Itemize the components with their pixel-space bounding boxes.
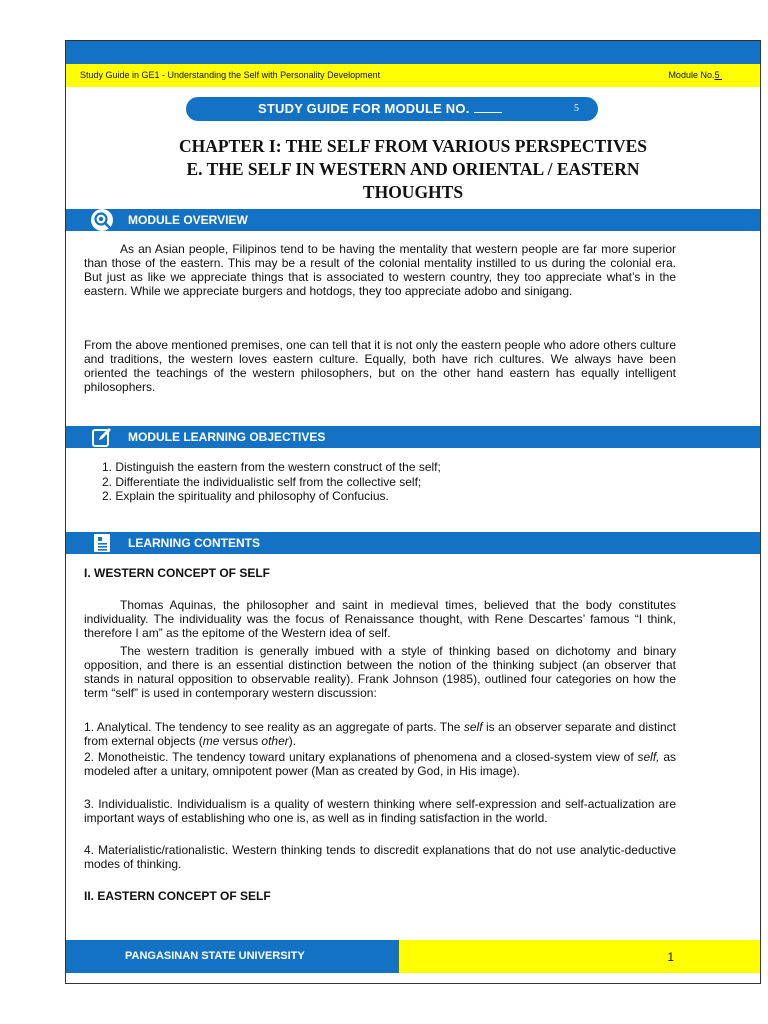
study-guide-title-pill [186,97,598,121]
learning-contents-header [66,532,760,554]
category-materialistic: 4. Materialistic/rationalistic. Western thinking tends to discredit explanations that do not use analytic-deductive modes of thinking. [84,843,676,871]
learning-objectives-heading: MODULE LEARNING OBJECTIVES [128,430,326,444]
module-label: Module No. [668,70,715,80]
western-paragraph-1: Thomas Aquinas, the philosopher and saint in medieval times, believed that the body constitutes individuality. The individuality was the focus of Renaissance thought, with Rene Descartes’ famous “I think, therefore I am” as the epitome of the Western idea of self. [84,598,676,640]
study-guide-blank [474,102,502,113]
category-monotheistic: 2. Monotheistic. The tendency toward unitary explanations of phenomena and a closed-system view of self, as modeled after a unitary, omnipotent power (Man as created by God, in His image). [84,750,676,778]
edit-icon [90,425,114,449]
objectives-list [102,460,441,504]
objective-item: 1. Distinguish the eastern from the western construct of the self; [102,460,441,474]
category-individualistic: 3. Individualistic. Individualism is a quality of western thinking where self-expression and self-actualization are important ways of establishing who one is, as well as in finding satisfaction in the world. [84,797,676,825]
learning-contents-heading: LEARNING CONTENTS [128,536,260,550]
module-number: 5 [714,70,720,80]
category-analytical: 1. Analytical. The tendency to see reality as an aggregate of parts. The self is an observer separate and distinct from external objects (me versus other). [84,720,676,748]
footer-university: PANGASINAN STATE UNIVERSITY [125,950,305,962]
module-overview-heading: MODULE OVERVIEW [128,213,248,227]
study-guide-number: 5 [574,103,579,114]
magnifier-icon [90,208,114,232]
chapter-line-2: E. THE SELF IN WESTERN AND ORIENTAL / EASTERN [186,159,640,179]
learning-objectives-header [66,426,760,448]
overview-paragraph-2: From the above mentioned premises, one can tell that it is not only the eastern people who adore others culture and traditions, the western loves eastern culture. Equally, both have rich cultures. We always have been oriented the teachings of the western philosophers, but on the other hand eastern has equally intelligent philosophers. [84,338,676,394]
footer-university-band [66,940,399,973]
document-page [65,40,761,984]
chapter-line-1: CHAPTER I: THE SELF FROM VARIOUS PERSPECTIVES [178,136,648,156]
study-guide-title-group [258,101,502,116]
overview-paragraph-1: As an Asian people, Filipinos tend to be having the mentality that western people are far more superior than those of the eastern. This may be a result of the colonial mentality instilled to us during the colonial era. But just as like we appreciate things that is associated to western country, they too appreciate what’s in the eastern. While we appreciate burgers and hotdogs, they too appreciate adobo and sinigang. [84,242,676,298]
module-label-group [668,70,722,80]
western-concept-heading: I. WESTERN CONCEPT OF SELF [84,566,271,580]
header-blue-band [66,41,760,64]
objective-item: 2. Explain the spirituality and philosophy of Confucius. [102,489,389,503]
module-overview-header [66,209,760,231]
chapter-line-3: THOUGHTS [362,182,464,202]
header-yellow-band [66,64,760,87]
western-paragraph-2: The western tradition is generally imbued with a style of thinking based on dichotomy and binary opposition, and there is an essential distinction between the notion of the thinking subject (an observer that stands in natural opposition to observable reality). Frank Johnson (1985), outlined four categories on how the term “self” is used in contemporary western discussion: [84,644,676,700]
study-guide-title: STUDY GUIDE FOR MODULE NO. [258,101,470,116]
guide-title: Study Guide in GE1 - Understanding the Self with Personality Development [80,70,381,80]
eastern-concept-heading: II. EASTERN CONCEPT OF SELF [84,889,271,903]
footer-page-band [399,940,760,973]
chapter-title [96,135,730,204]
page-number: 1 [667,950,674,964]
objective-item: 2. Differentiate the individualistic self from the collective self; [102,474,422,489]
document-icon [90,531,114,555]
